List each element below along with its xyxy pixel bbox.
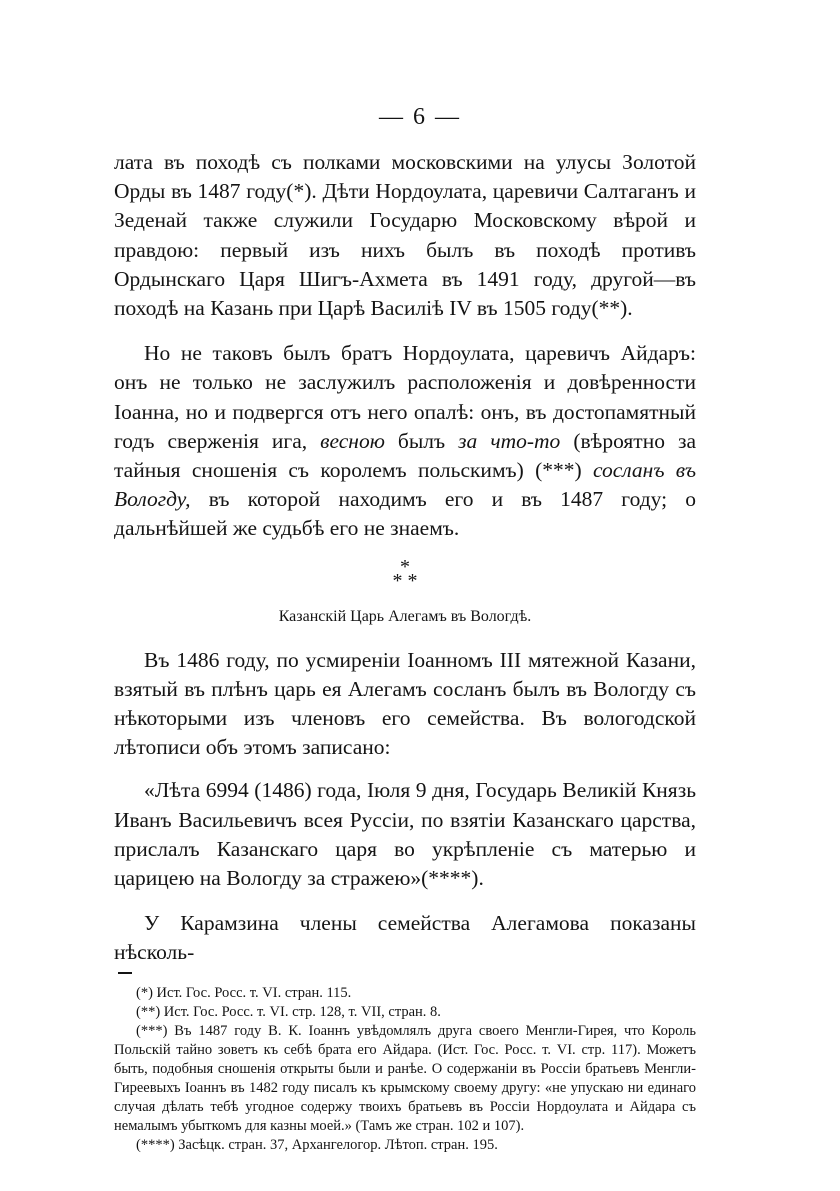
section-heading: Казанскій Царь Алегамъ въ Вологдѣ.	[278, 607, 532, 625]
paragraph-2-part-3: (вѣроятно за тайныя сношенія съ королемъ польскимъ) (***)	[114, 428, 697, 483]
paragraph-2-italic-2: за что-то	[458, 428, 561, 453]
paragraph-4: У Карамзина члены семейства Алегамова показаны нѣсколь-	[114, 911, 696, 965]
footnotes	[114, 984, 696, 1155]
footnote-4: (****) Засѣцк. стран. 37, Архангелогор. Лѣтоп. стран. 195.	[136, 1136, 498, 1153]
paragraph-2	[114, 339, 696, 543]
paragraph-2-part-2: былъ	[397, 428, 446, 453]
paragraph-2-part-1: Но не таковъ былъ братъ Нордоулата, царевичъ Айдаръ: онъ не только не заслужилъ расположенія и довѣренности Іоанна, но и подвергся отъ него опалѣ: онъ, въ достопамятный годъ сверженія ига,	[114, 341, 696, 453]
footnote-1: (*) Ист. Гос. Росс. т. VI. стран. 115.	[136, 984, 352, 1001]
paragraph-3: Въ 1486 году, по усмиреніи Іоанномъ III мятежной Казани, взятый въ плѣнъ царь ея Алегамъ сосланъ былъ въ Вологду съ нѣкоторыми изъ членовъ его семейства. Въ вологодской лѣтописи объ этомъ записано:	[114, 647, 696, 760]
paragraph-2-part-4: въ которой находимъ его и въ 1487 году; о дальнѣйшей же судьбѣ его не знаемъ.	[114, 487, 696, 541]
chronicle-quote: «Лѣта 6994 (1486) года, Іюля 9 дня, Государь Великій Князь Иванъ Васильевичъ всея Руссіи, по взятіи Казанскаго царства, прислалъ Казанскаго царя во укрѣпленіе съ матерью и царицею на Вологду за стражею»(****).	[114, 778, 696, 891]
page-number: — 6 —	[379, 104, 461, 130]
footnote-3: (***) Въ 1487 году В. К. Іоаннъ увѣдомлялъ друга своего Менгли-Гирея, что Король Польскій тайно зоветъ къ себѣ брата его Айдара. (Ист. Гос. Росс. т. VI. стр. 117). Можетъ быть, подобныя сношенія открыты были и ранѣе. О содержаніи въ Россіи братьевъ Менгли-Гиреевыхъ Іоаннъ въ 1482 году писалъ къ крымскому своему другу: «не упускаю ни единаго случая дѣлать тебѣ угодное содержу твоихъ братьевъ въ Россіи Нордоулата и Айдара съ немалымъ убыткомъ для казны моей.» (Тамъ же стран. 102 и 107).	[114, 1022, 696, 1134]
paragraph-1: лата въ походѣ съ полками московскими на улусы Золотой Орды въ 1487 году(*). Дѣти Нордоулата, царевичи Салтаганъ и Зеденай также служили Государю Московскому вѣрой и правдою: первый изъ нихъ былъ въ походѣ противъ Ордынскаго Царя Шигъ-Ахмета въ 1491 году, другой—въ походѣ на Казань при Царѣ Василіѣ IV въ 1505 году(**).	[114, 150, 696, 321]
paragraph-2-italic-3: сосланъ въ Вологду,	[114, 458, 696, 512]
asterism-separator: * * *	[392, 555, 418, 592]
paragraph-2-italic-1: весною	[320, 428, 385, 453]
footnote-2: (**) Ист. Гос. Росс. т. VI. стр. 128, т. VII, стран. 8.	[136, 1003, 441, 1020]
main-text	[114, 148, 696, 1155]
footnote-rule	[118, 972, 132, 974]
